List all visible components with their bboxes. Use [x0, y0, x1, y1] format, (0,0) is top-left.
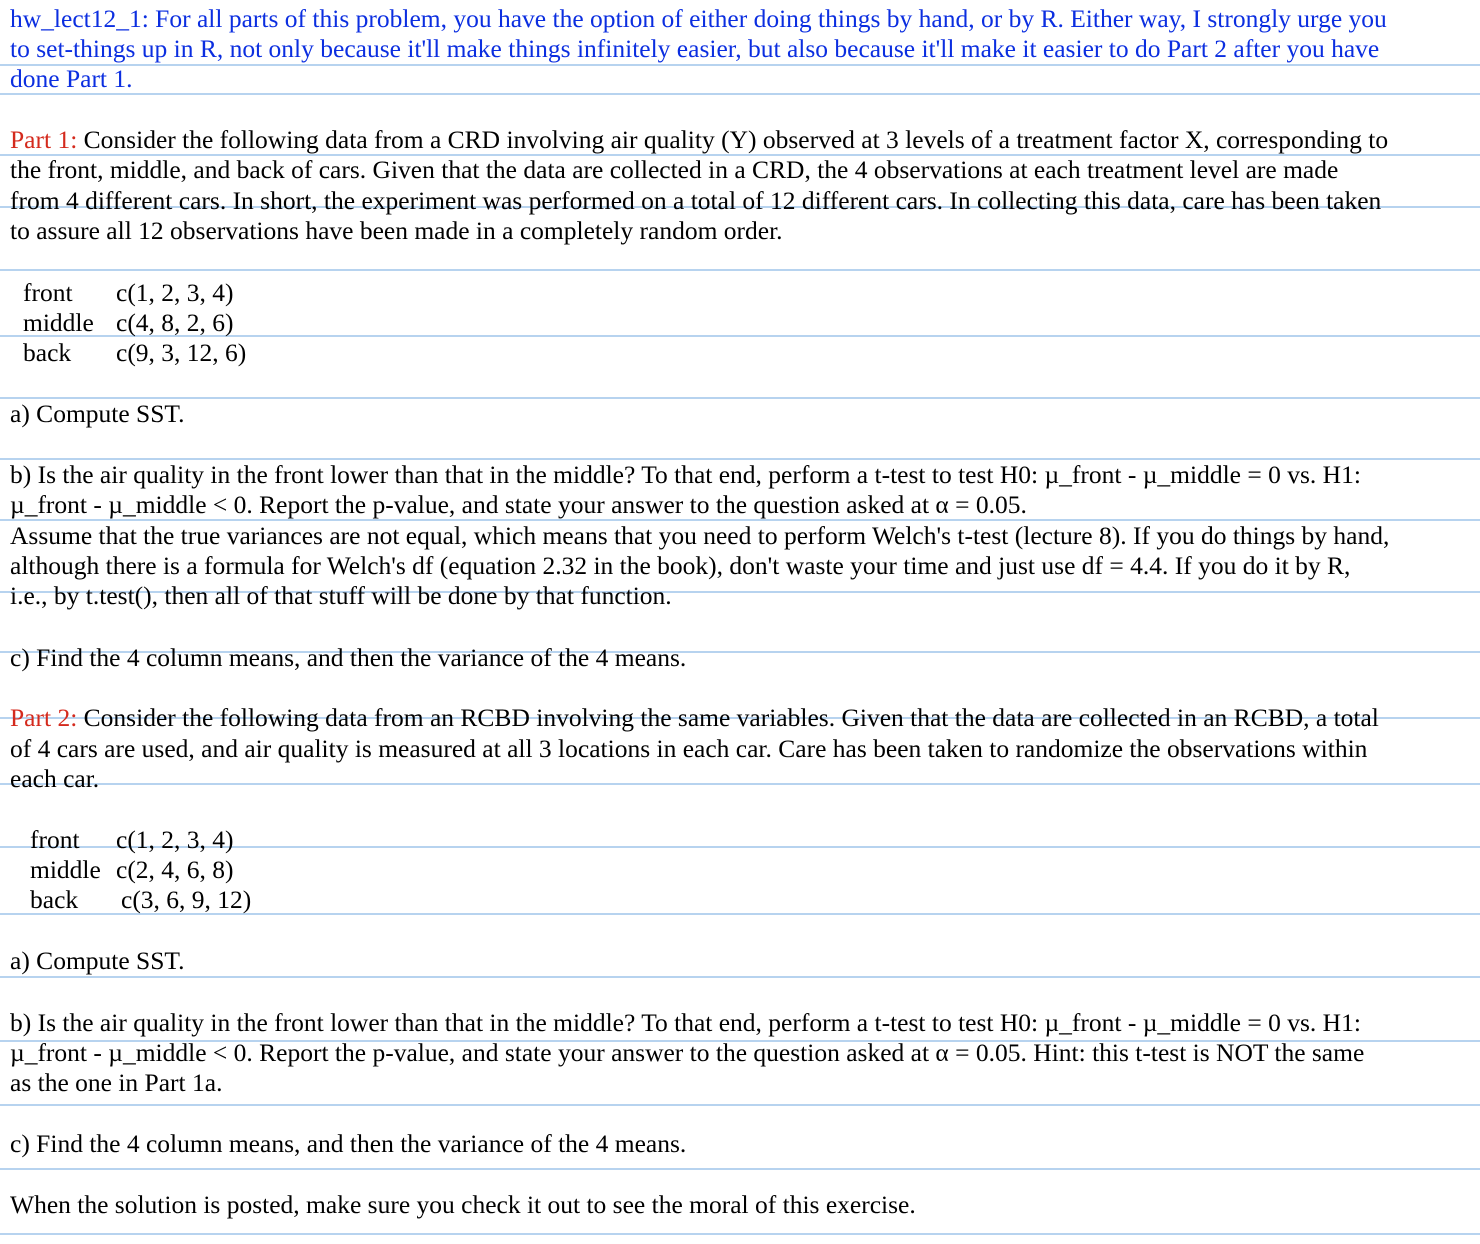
part1-data-values-front: c(1, 2, 3, 4)	[116, 278, 234, 307]
rule-line	[0, 397, 1480, 399]
part1-question-a: a) Compute SST.	[10, 399, 185, 428]
part1-question-b-line-5: i.e., by t.test(), then all of that stuff will be done by that function.	[10, 581, 672, 610]
part2-line-2: of 4 cars are used, and air quality is measured at all 3 locations in each car. Care has been taken to randomize the observations within	[10, 734, 1368, 763]
part2-data-values-back: c(3, 6, 9, 12)	[121, 885, 252, 914]
part1-question-b-line-4: although there is a formula for Welch's df (equation 2.32 in the book), don't waste your time and just use df = 4.4. If you do it by R,	[10, 551, 1351, 580]
rule-line	[0, 93, 1480, 95]
part1-label: Part 1:	[10, 125, 84, 154]
part2-line-3: each car.	[10, 764, 100, 793]
part1-data-name-front: front	[23, 278, 73, 307]
part2-question-b-line-1: b) Is the air quality in the front lower than that in the middle? To that end, perform a t-test to test H0: µ_front - µ_middle = 0 vs. H1:	[10, 1008, 1361, 1037]
part1-data-values-middle: c(4, 8, 2, 6)	[116, 308, 234, 337]
part1-line-3: from 4 different cars. In short, the experiment was performed on a total of 12 different cars. In collecting this data, care has been taken	[10, 186, 1382, 215]
part2-data-values-middle: c(2, 4, 6, 8)	[116, 855, 234, 884]
part2-line-1: Part 2: Consider the following data from an RCBD involving the same variables. Given that the data are collected in an RCBD, a total	[10, 703, 1379, 732]
rule-line	[0, 976, 1480, 978]
part2-label: Part 2:	[10, 703, 84, 732]
intro-line-1: hw_lect12_1: For all parts of this problem, you have the option of either doing things by hand, or by R. Either way, I strongly urge you	[10, 4, 1387, 33]
part1-data-name-back: back	[23, 338, 72, 367]
part2-data-name-back: back	[30, 885, 79, 914]
part1-data-name-middle: middle	[23, 308, 94, 337]
rule-line	[0, 1104, 1480, 1106]
part1-line-1: Part 1: Consider the following data from a CRD involving air quality (Y) observed at 3 levels of a treatment factor X, corresponding to	[10, 125, 1389, 154]
part2-data-name-front: front	[30, 825, 80, 854]
part2-question-c: c) Find the 4 column means, and then the variance of the 4 means.	[10, 1129, 687, 1158]
part2-question-a: a) Compute SST.	[10, 946, 185, 975]
part2-question-b-line-2: µ_front - µ_middle < 0. Report the p-value, and state your answer to the question asked at α = 0.05. Hint: this t-test is NOT the same	[10, 1038, 1365, 1067]
part2-data-name-middle: middle	[30, 855, 101, 884]
part2-data-values-front: c(1, 2, 3, 4)	[116, 825, 234, 854]
rule-line	[0, 64, 1480, 66]
part1-question-b-line-1: b) Is the air quality in the front lower than that in the middle? To that end, perform a t-test to test H0: µ_front - µ_middle = 0 vs. H1:	[10, 460, 1361, 489]
part1-question-b-line-2: µ_front - µ_middle < 0. Report the p-value, and state your answer to the question asked at α = 0.05.	[10, 490, 1027, 519]
rule-line	[0, 783, 1480, 785]
part1-line-4: to assure all 12 observations have been made in a completely random order.	[10, 216, 783, 245]
rule-line	[0, 269, 1480, 271]
part1-question-b-line-3: Assume that the true variances are not equal, which means that you need to perform Welch's t-test (lecture 8). If you do things by hand,	[10, 521, 1390, 550]
part1-question-c: c) Find the 4 column means, and then the variance of the 4 means.	[10, 643, 687, 672]
part1-line-2: the front, middle, and back of cars. Given that the data are collected in a CRD, the 4 observations at each treatment level are made	[10, 155, 1339, 184]
intro-line-2: to set-things up in R, not only because it'll make things infinitely easier, but also because it'll make it easier to do Part 2 after you have	[10, 34, 1380, 63]
part2-question-b-line-3: as the one in Part 1a.	[10, 1068, 223, 1097]
intro-line-3: done Part 1.	[10, 64, 133, 93]
closing-note: When the solution is posted, make sure you check it out to see the moral of this exercise.	[10, 1190, 916, 1219]
rule-line	[0, 1233, 1480, 1235]
part1-data-values-back: c(9, 3, 12, 6)	[116, 338, 247, 367]
rule-line	[0, 1168, 1480, 1170]
